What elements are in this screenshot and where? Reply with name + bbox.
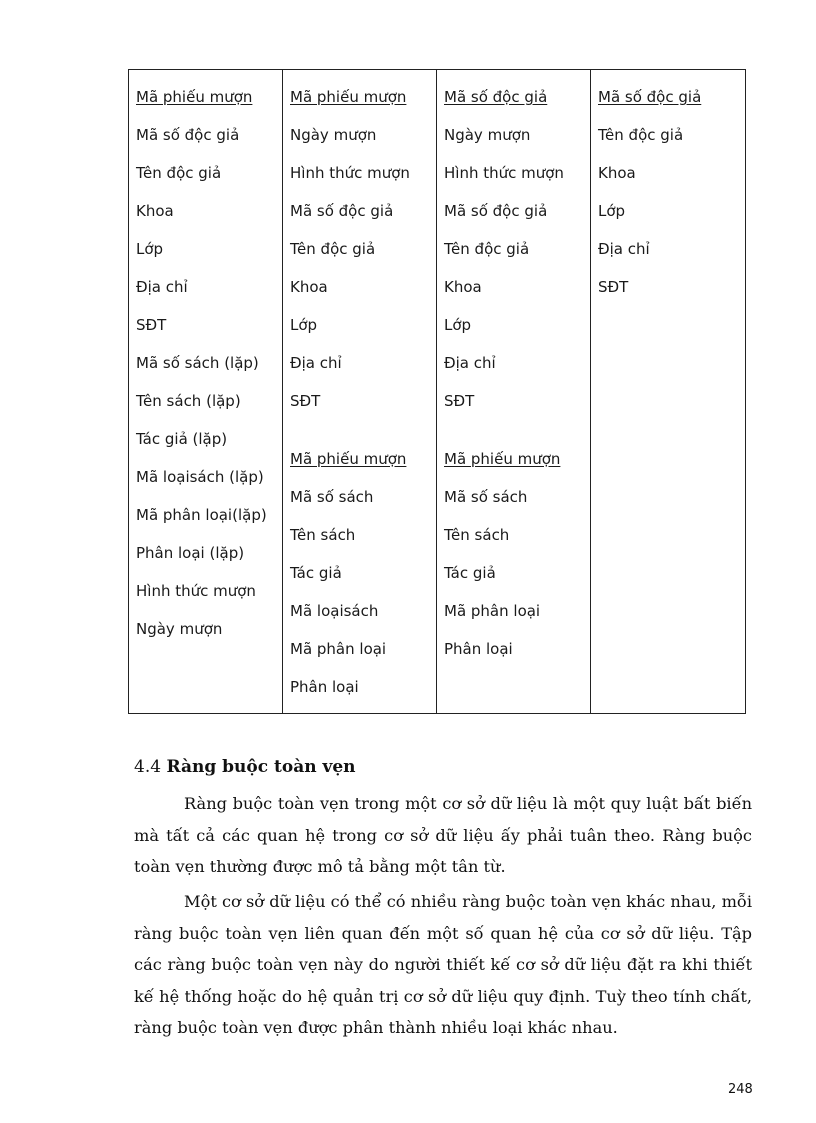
table-cell: Địa chỉ — [444, 354, 496, 372]
table-cell: Khoa — [290, 278, 328, 296]
table-cell: Mã số độc giả — [444, 202, 548, 220]
table-cell: SĐT — [598, 278, 629, 296]
table-cell: Khoa — [444, 278, 482, 296]
table-cell: Tên độc giả — [444, 240, 530, 258]
primary-key-cell: Mã số độc giả — [598, 88, 702, 106]
table-cell: Tác giả (lặp) — [136, 430, 228, 448]
table-cell: Mã số độc giả — [136, 126, 240, 144]
table-cell: Mã số sách — [444, 488, 528, 506]
table-cell: Phân loại (lặp) — [136, 544, 245, 562]
table-cell: Mã số sách (lặp) — [136, 354, 259, 372]
table-cell: Địa chỉ — [290, 354, 342, 372]
table-cell: Lớp — [290, 316, 318, 334]
table-cell: SĐT — [444, 392, 475, 410]
group-spacer — [444, 420, 590, 440]
primary-key-cell: Mã phiếu mượn — [444, 450, 561, 468]
section-heading — [134, 757, 356, 777]
table-cell: Tên độc giả — [290, 240, 376, 258]
table-cell: SĐT — [136, 316, 167, 334]
table-cell: Mã phân loại — [290, 640, 387, 658]
table-column-3 — [437, 70, 591, 713]
table-column-1 — [129, 70, 283, 713]
table-column-2 — [283, 70, 437, 713]
table-cell: Mã phân loại(lặp) — [136, 506, 267, 524]
table-cell: Địa chỉ — [598, 240, 650, 258]
table-cell: Hình thức mượn — [444, 164, 564, 182]
paragraph-1: Ràng buộc toàn vẹn trong một cơ sở dữ liệu là một quy luật bất biến mà tất cả các quan hệ trong cơ sở dữ liệu ấy phải tuân theo. Ràng buộc toàn vẹn thường được mô tả bằng một tân từ. — [134, 794, 752, 876]
table-column-4 — [591, 70, 745, 713]
table-cell: Tác giả — [290, 564, 342, 582]
section-number: 4.4 — [134, 757, 162, 777]
primary-key-cell: Mã số độc giả — [444, 88, 548, 106]
normalization-table — [128, 69, 746, 714]
primary-key-cell: Mã phiếu mượn — [290, 88, 407, 106]
table-cell: Tác giả — [444, 564, 496, 582]
table-cell: Phân loại — [444, 640, 513, 658]
table-cell: SĐT — [290, 392, 321, 410]
table-cell: Tên sách — [290, 526, 356, 544]
table-cell: Địa chỉ — [136, 278, 188, 296]
primary-key-cell: Mã phiếu mượn — [290, 450, 407, 468]
table-cell: Ngày mượn — [290, 126, 377, 144]
table-cell: Hình thức mượn — [290, 164, 410, 182]
page-number: 248 — [728, 1082, 753, 1097]
table-cell: Tên sách (lặp) — [136, 392, 241, 410]
table-cell: Mã số độc giả — [290, 202, 394, 220]
table-cell: Mã loạisách (lặp) — [136, 468, 264, 486]
primary-key-cell: Mã phiếu mượn — [136, 88, 253, 106]
table-cell: Tên độc giả — [598, 126, 684, 144]
table-cell: Mã loạisách — [290, 602, 379, 620]
table-cell: Mã số sách — [290, 488, 374, 506]
table-cell: Lớp — [136, 240, 164, 258]
table-cell: Lớp — [598, 202, 626, 220]
table-cell: Phân loại — [290, 678, 359, 696]
section-title: Ràng buộc toàn vẹn — [166, 757, 356, 777]
table-cell: Lớp — [444, 316, 472, 334]
table-cell: Khoa — [136, 202, 174, 220]
table-cell: Ngày mượn — [136, 620, 223, 638]
table-cell: Tên sách — [444, 526, 510, 544]
table-cell: Khoa — [598, 164, 636, 182]
group-spacer — [290, 420, 436, 440]
paragraph-2: Một cơ sở dữ liệu có thể có nhiều ràng buộc toàn vẹn khác nhau, mỗi ràng buộc toàn vẹn liên quan đến một số quan hệ của cơ sở dữ liệu. Tập các ràng buộc toàn vẹn này do người thiết kế cơ sở dữ liệu đặt ra khi thiết kế hệ thống hoặc do hệ quản trị cơ sở dữ liệu quy định. Tuỳ theo tính chất, ràng buộc toàn vẹn được phân thành nhiều loại khác nhau. — [134, 892, 752, 1037]
table-cell: Mã phân loại — [444, 602, 541, 620]
table-cell: Ngày mượn — [444, 126, 531, 144]
table-cell: Tên độc giả — [136, 164, 222, 182]
table-cell: Hình thức mượn — [136, 582, 256, 600]
